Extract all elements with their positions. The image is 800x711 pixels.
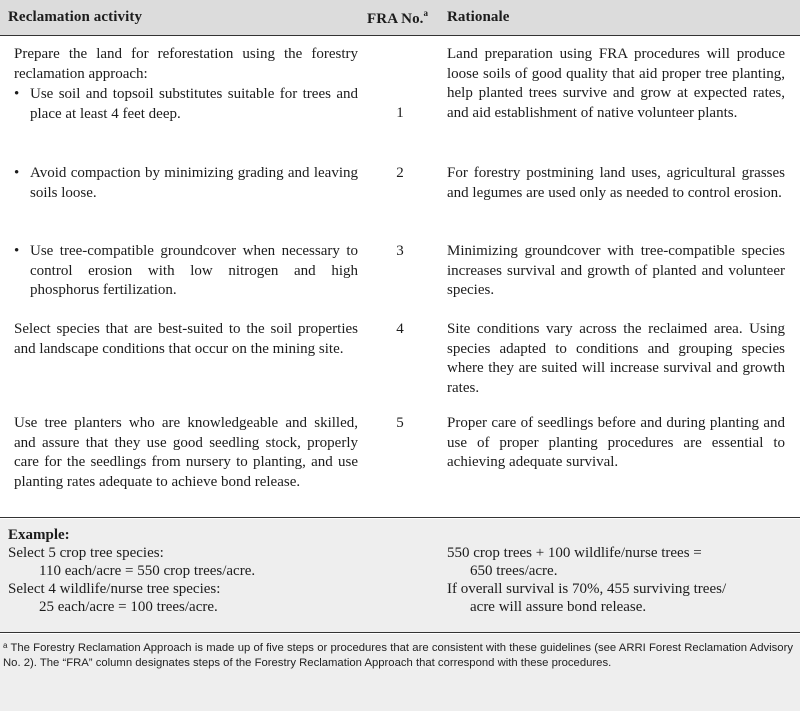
example-left-line-2: 110 each/acre = 550 crop trees/acre.	[39, 563, 256, 579]
example-left-line-4: 25 each/acre = 100 trees/acre.	[39, 599, 218, 615]
example-left-line-1: Select 5 crop tree species:	[8, 545, 164, 561]
header-activity: Reclamation activity	[8, 9, 143, 25]
fra-number-4: 4	[396, 321, 404, 337]
rationale-3: Minimizing groundcover with tree-compatible species increases survival and growth of planted and volunteer species.	[447, 243, 785, 298]
example-top-rule	[0, 517, 800, 518]
activity-intro: Prepare the land for reforestation using the forestry reclamation approach:	[14, 46, 358, 82]
header-rationale: Rationale	[447, 9, 510, 25]
footnote-mark: a	[3, 641, 8, 650]
example-left-line-3: Select 4 wildlife/nurse tree species:	[8, 581, 221, 597]
footnote-text: The Forestry Reclamation Approach is made up of five steps or procedures that are consistent with these guidelines (see ARRI Forest Reclamation Advisory No. 2). The “FRA” column designates steps of the Forestry Reclamation Approach that correspond with these procedures.	[3, 642, 793, 669]
fra-number-3: 3	[396, 243, 404, 259]
example-right-line-4: acre will assure bond release.	[470, 599, 647, 615]
fra-number-2: 2	[396, 165, 404, 181]
footnote	[3, 641, 793, 671]
header-fra-no-label: FRA No.	[367, 11, 424, 27]
header-fra-footnote-mark: a	[423, 8, 429, 18]
fra-number-5: 5	[396, 415, 404, 431]
rationale-5: Proper care of seedlings before and during planting and use of proper planting procedures are essential to achieving adequate survival.	[447, 415, 785, 470]
footnote-top-rule	[0, 632, 800, 633]
fra-number-1: 1	[396, 105, 404, 121]
activity-2: • Avoid compaction by minimizing grading and leaving soils loose.	[14, 164, 358, 203]
example-right-line-1: 550 crop trees + 100 wildlife/nurse trees =	[447, 545, 702, 561]
example-right-line-3: If overall survival is 70%, 455 surviving trees/	[447, 581, 727, 597]
example-right-line-2: 650 trees/acre.	[470, 563, 558, 579]
activity-3: • Use tree-compatible groundcover when necessary to control erosion with low nitrogen and high phosphorus fertilization.	[14, 242, 358, 301]
activity-1: • Use soil and topsoil substitutes suitable for trees and place at least 4 feet deep.	[14, 85, 358, 124]
rationale-4: Site conditions vary across the reclaimed area. Using species adapted to conditions and grouping species where they are suited will increase survival and growth rates.	[447, 321, 785, 396]
example-title: Example:	[8, 527, 70, 543]
rationale-intro: Land preparation using FRA procedures will produce loose soils of good quality that aid proper tree planting, help planted trees survive and grow at expected rates, and aid establishment of native volunteer plants.	[447, 46, 785, 121]
activity-4: Select species that are best-suited to the soil properties and landscape conditions that occur on the mining site.	[14, 321, 358, 357]
header-fra-no	[367, 9, 428, 28]
activity-5: Use tree planters who are knowledgeable and skilled, and assure that they use good seedling stock, properly care for the seedlings from nursery to planting, and use planting rates adequate to achieve bond release.	[14, 415, 358, 490]
rationale-2: For forestry postmining land uses, agricultural grasses and legumes are used only as needed to control erosion.	[447, 165, 785, 201]
